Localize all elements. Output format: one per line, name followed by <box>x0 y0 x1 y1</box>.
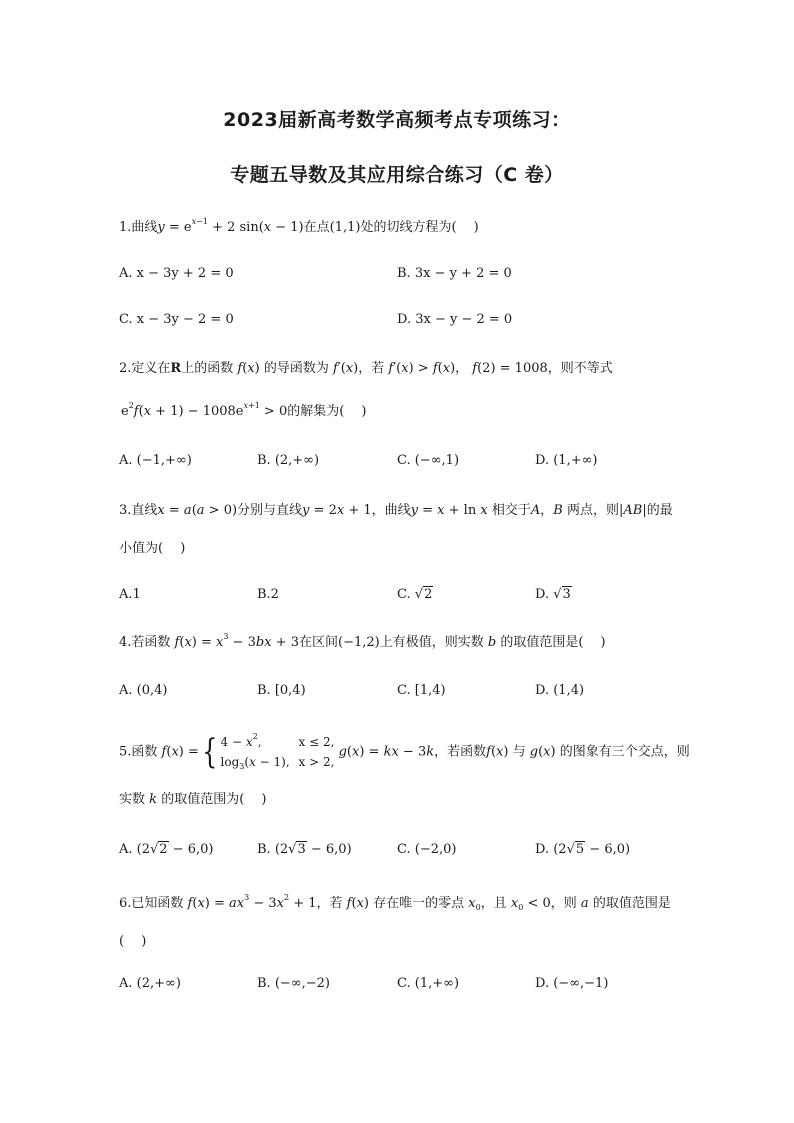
question-4-option-b[interactable]: B. [0,4) <box>257 683 306 698</box>
question-3-option-a[interactable]: A.1 <box>119 587 141 602</box>
question-6-option-c[interactable]: C. (1,+∞) <box>397 976 460 991</box>
question-5-case2-condition: x > 2, <box>298 754 335 769</box>
question-6-text-c: ，且 <box>480 896 507 911</box>
question-5-line2-suffix: 的取值范围为( ) <box>161 792 267 807</box>
question-6-text-e: 的取值范围是 <box>592 896 671 911</box>
question-3-text-d: 两点，则 <box>566 503 619 518</box>
question-2-stem: 2.定义在R上的函数 f(x) 的导函数为 f′(x)，若 f′(x) > f(x)， f(2) = 1008，则不等式 <box>119 361 613 376</box>
question-5-option-d-prefix: D. (2 <box>535 842 567 857</box>
question-5-option-a-suffix: − 6,0) <box>168 842 214 857</box>
question-2-text-e: ，则不等式 <box>547 361 613 376</box>
question-5-option-d-radicand: 5 <box>575 842 585 857</box>
question-5-option-a-prefix: A. (2 <box>119 842 150 857</box>
question-5-case1-condition: x ≤ 2, <box>298 734 335 749</box>
question-2-option-a[interactable]: A. (−1,+∞) <box>119 453 192 468</box>
question-6-option-b[interactable]: B. (−∞,−2) <box>257 976 330 991</box>
question-2-option-d[interactable]: D. (1,+∞) <box>535 453 598 468</box>
sqrt-symbol: √5 <box>566 842 585 857</box>
question-2-text-d: ， <box>455 361 469 376</box>
question-3-option-d-label: D. <box>535 587 550 602</box>
question-3-stem: 3.直线x = a(a > 0)分别与直线y = 2x + 1，曲线y = x + ln x 相交于A，B 两点，则|AB|的最 <box>119 503 673 518</box>
question-6-option-d[interactable]: D. (−∞,−1) <box>535 976 609 991</box>
question-6-stem: 6.已知函数 $f(x) = ax^3 - 3x^2 + 1$，若 f(x) 存在唯一的零点 $x_0$，且 $x_0 < 0$，则 a 的取值范围是 <box>119 893 671 912</box>
question-2-option-b[interactable]: B. (2,+∞) <box>257 453 320 468</box>
question-3-option-c-label: C. <box>397 587 411 602</box>
sqrt-symbol: √2 <box>414 587 433 602</box>
question-6-text-a: ，若 <box>316 896 343 911</box>
question-1-suffix: 处的切线方程为( ) <box>360 220 479 235</box>
question-2-stem-line2: $e^2f(x + 1) - 1008e^{x+1} > 0$的解集为( ) <box>121 401 367 419</box>
question-2-text-b: 的导函数为 <box>263 361 329 376</box>
question-2-suffix: 的解集为( ) <box>287 404 367 419</box>
question-3-option-d-radicand: 3 <box>562 587 571 602</box>
question-6-text-b: 存在唯一的零点 <box>373 896 465 911</box>
question-4-prefix: 4.若函数 <box>119 635 171 650</box>
question-4-option-c[interactable]: C. [1,4) <box>397 683 446 698</box>
question-1-option-b[interactable]: B. 3x − y + 2 = 0 <box>397 266 512 281</box>
question-4-interval: (−1,2) <box>338 635 380 650</box>
question-6-stem-line2: ( ) <box>119 934 147 949</box>
question-6-text-d: ，则 <box>550 896 577 911</box>
question-5-stem: 5.函数 f(x) ={ $4 - x^2$, x ≤ 2, $\log_3(x - 1)$, x > 2, g(x) = kx − 3k，若函数f(x) 与 g(x) 的图象有三个交点，则 <box>119 729 690 776</box>
question-5-stem-line2: 实数 k 的取值范围为( ) <box>119 792 267 807</box>
question-5-option-a-radicand: 2 <box>159 842 168 857</box>
question-5-option-b-radicand: 3 <box>297 842 306 857</box>
question-2-set-r: R <box>170 361 182 376</box>
question-5-text-b: 与 <box>512 744 526 760</box>
question-5-option-d[interactable] <box>535 841 630 859</box>
question-3-text-c: 相交于 <box>491 503 531 518</box>
question-5-option-c[interactable]: C. (−2,0) <box>397 842 457 857</box>
sqrt-symbol: √2 <box>150 842 168 857</box>
question-4-text-c: 的取值范围是( ) <box>500 635 606 650</box>
question-6-prefix: 6.已知函数 <box>119 896 184 911</box>
question-4-stem: 4.若函数 $f(x) = x^3 - 3bx + 3$在区间(−1,2)上有极值，则实数 b 的取值范围是( ) <box>119 632 606 650</box>
question-5-text-c: 的图象有三个交点，则 <box>559 744 690 760</box>
question-3-text-a: 分别与直线 <box>237 503 303 518</box>
question-1-option-d[interactable]: D. 3x − y − 2 = 0 <box>397 312 513 327</box>
question-3-stem-line2: 小值为( ) <box>119 541 186 556</box>
question-1-prefix: 1.曲线 <box>119 220 158 235</box>
question-3-option-c-radicand: 2 <box>424 587 433 602</box>
question-6-option-a[interactable]: A. (2,+∞) <box>119 976 181 991</box>
page-subtitle: 专题五导数及其应用综合练习（C 卷） <box>230 164 564 186</box>
question-5-option-b-prefix: B. (2 <box>257 842 289 857</box>
question-1-mid: 在点 <box>303 220 330 235</box>
question-3-option-d[interactable] <box>535 586 572 604</box>
question-5-option-b-suffix: − 6,0) <box>306 842 352 857</box>
question-3-option-c[interactable] <box>397 586 433 604</box>
question-3-option-b[interactable]: B.2 <box>257 587 279 602</box>
question-1-point: (1,1) <box>329 220 361 235</box>
question-5-line2-prefix: 实数 <box>119 792 146 807</box>
sqrt-symbol: √3 <box>553 587 571 602</box>
question-3-text-b: ，曲线 <box>371 503 411 518</box>
question-4-text-a: 在区间 <box>298 635 338 650</box>
question-1-stem: 1.曲线$y = e^{x-1} + 2$ sin(x − 1)在点(1,1)处的切线方程为( ) <box>119 217 479 235</box>
question-3-text-e: 的最 <box>646 503 673 518</box>
question-1-option-c[interactable]: C. x − 3y − 2 = 0 <box>119 312 234 327</box>
piecewise-function: { $4 - x^2$, x ≤ 2, $\log_3(x - 1)$, x > 2, <box>202 731 335 772</box>
question-5-text-a: ，若函数 <box>434 744 487 760</box>
question-2-prefix: 2.定义在 <box>119 361 171 376</box>
question-5-option-b[interactable] <box>257 841 352 859</box>
question-5-prefix: 5.函数 <box>119 744 158 760</box>
question-3-prefix: 3.直线 <box>119 503 158 518</box>
question-5-option-d-suffix: − 6,0) <box>585 842 631 857</box>
page-title: 2023届新高考数学高频考点专项练习： <box>223 109 571 131</box>
question-4-text-b: 上有极值，则实数 <box>379 635 484 650</box>
question-4-option-a[interactable]: A. (0,4) <box>119 683 168 698</box>
sqrt-symbol: √3 <box>288 842 306 857</box>
question-2-option-c[interactable]: C. (−∞,1) <box>397 453 460 468</box>
question-1-option-a[interactable]: A. x − 3y + 2 = 0 <box>119 266 234 281</box>
question-4-option-d[interactable]: D. (1,4) <box>535 683 585 698</box>
question-5-option-a[interactable] <box>119 841 213 859</box>
question-2-text-c: ，若 <box>358 361 385 376</box>
question-2-text-a: 上的函数 <box>181 361 234 376</box>
